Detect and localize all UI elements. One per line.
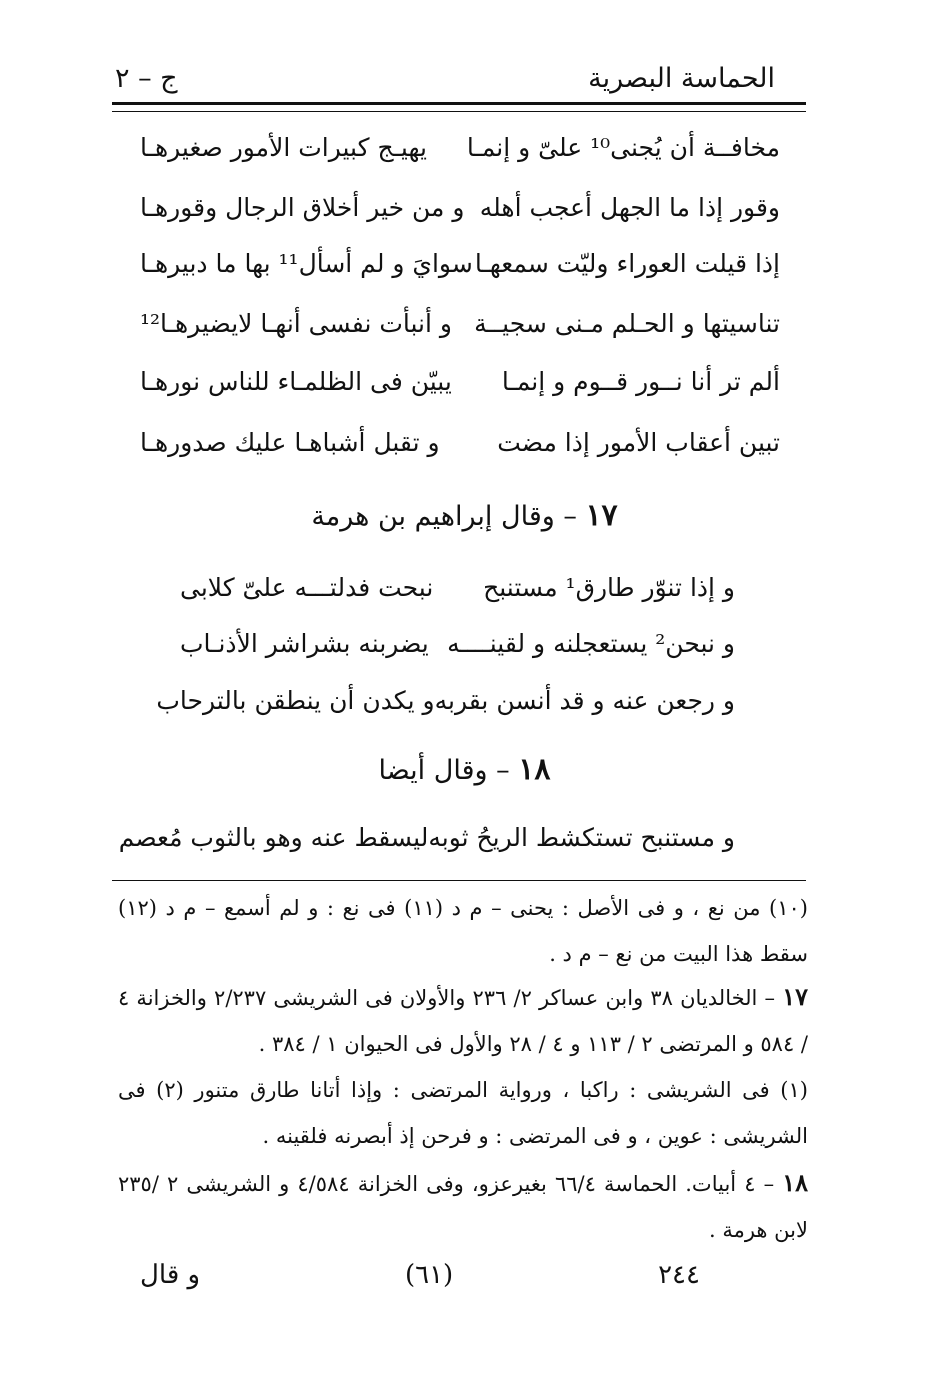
verse-line xyxy=(156,675,735,725)
verse-first-hemistich: و إذا تنوّر طارق¹ مستنبح xyxy=(483,572,735,602)
verse-second-hemistich: نبحت فدلتـــه علىّ كلابى xyxy=(180,572,434,602)
verse-second-hemistich: و من خير أخلاق الرجال وقورهـا xyxy=(140,192,465,222)
poem-attribution: – وقال أيضا xyxy=(378,755,510,786)
verse-line xyxy=(140,238,780,288)
verse-line xyxy=(140,356,780,406)
verse-first-hemistich: وقور إذا ما الجهل أعجب أهله xyxy=(479,192,780,222)
verse-second-hemistich: يبيّن فى الظلمـاء للناس نورهـا xyxy=(140,366,452,396)
footnote-text: – ٤ أبيات. الحماسة ٦٦/٤ بغيرعزو، وفى الخزانة ٤/٥٨٤ و الشريشى ٢ /٢٣٥ لابن هرمة . xyxy=(118,1172,808,1242)
footnote-number: ١٧ xyxy=(782,982,808,1011)
footnote-text: (١٠) من نع ، و فى الأصل : يحنى – م د (١١) فى نع : و لم أسمع – م د (١٢) سقط هذا البيت من نع – م د . xyxy=(118,896,808,966)
poem-attribution: – وقال إبراهيم بن هرمة xyxy=(311,501,577,532)
verse-line xyxy=(118,812,735,862)
verse-second-hemistich: و يكدن أن ينطقن بالترحاب xyxy=(156,685,435,715)
verse-second-hemistich: يهيـج كبيرات الأمور صغيرهـا xyxy=(140,132,427,162)
verse-first-hemistich: إذا قيلت العوراء وليّت سمعهـا xyxy=(474,248,780,278)
footnote xyxy=(118,1160,808,1253)
verse-second-hemistich: ليسقط عنه وهو بالثوب مُعصم xyxy=(118,822,429,852)
page-footer xyxy=(140,1253,700,1297)
poem-number: ١٨ xyxy=(518,752,551,787)
page-number: ٢٤٤ xyxy=(658,1260,700,1290)
footnote-text: (١) فى الشريشى : راكبا ، ورواية المرتضى : وإذا أتانا طارق متنور (٢) فى الشريشى : عوين ، و فى المرتضى : و فرحن إذ أبصرنه فلقينه . xyxy=(118,1078,808,1148)
verse-second-hemistich: سوايَ و لم أسأل¹¹ بها ما دبيرهـا xyxy=(140,248,473,278)
header-rule-thin xyxy=(112,111,806,112)
header-rule xyxy=(112,102,806,105)
poem-heading xyxy=(0,498,929,533)
verse-line xyxy=(140,298,780,348)
footnote xyxy=(118,974,808,1067)
footnote xyxy=(118,884,808,977)
verse-line xyxy=(180,618,735,668)
book-title: الحماسة البصرية xyxy=(588,62,775,94)
verse-first-hemistich: ألم تر أنا نــور قــوم و إنمـا xyxy=(501,366,780,396)
poem-heading xyxy=(0,752,929,787)
verse-first-hemistich: و نبحن² يستعجلنه و لقينــــه xyxy=(447,628,735,658)
verse-line xyxy=(140,417,780,467)
verse-line xyxy=(140,182,780,232)
poem-number: ١٧ xyxy=(585,498,618,533)
running-header xyxy=(115,56,775,100)
footnote-rule xyxy=(112,880,806,881)
verse-first-hemistich: مخافــة أن يُجنى¹⁰ علىّ و إنمـا xyxy=(466,132,780,162)
verse-second-hemistich: و أنبأت نفسى أنهـا لايضيرهـا¹² xyxy=(140,308,452,338)
verse-second-hemistich: يضربنه بشراشر الأذنـاب xyxy=(180,628,429,658)
verse-line xyxy=(140,122,780,172)
verse-first-hemistich: و رجعن عنه و قد أنسن بقربه xyxy=(434,685,735,715)
footnote-number: ١٨ xyxy=(782,1168,808,1197)
verse-first-hemistich: و مستنبح تستكشط الريحُ ثوبه xyxy=(428,822,735,852)
volume-number: ج – ٢ xyxy=(115,62,178,94)
footnote-text: – الخالديان ٣٨ وابن عساكر ٢/ ٢٣٦ والأولان فى الشريشى ٢/٢٣٧ والخزانة ٤ / ٥٨٤ و المرتضى ٢ / ١١٣ و ٤ / ٢٨ والأول فى الحيوان ١ / ٣٨٤ . xyxy=(118,986,808,1056)
verse-line xyxy=(180,562,735,612)
verse-first-hemistich: تناسيتها و الحـلم مـنى سجيــة xyxy=(474,308,780,338)
catchword: و قال xyxy=(140,1260,201,1290)
verse-first-hemistich: تبين أعقاب الأمور إذا مضت xyxy=(497,427,780,457)
verse-second-hemistich: و تقبل أشباهـا عليك صدورهـا xyxy=(140,427,440,457)
footnote xyxy=(118,1066,808,1159)
signature-mark: (٦١) xyxy=(404,1260,454,1290)
